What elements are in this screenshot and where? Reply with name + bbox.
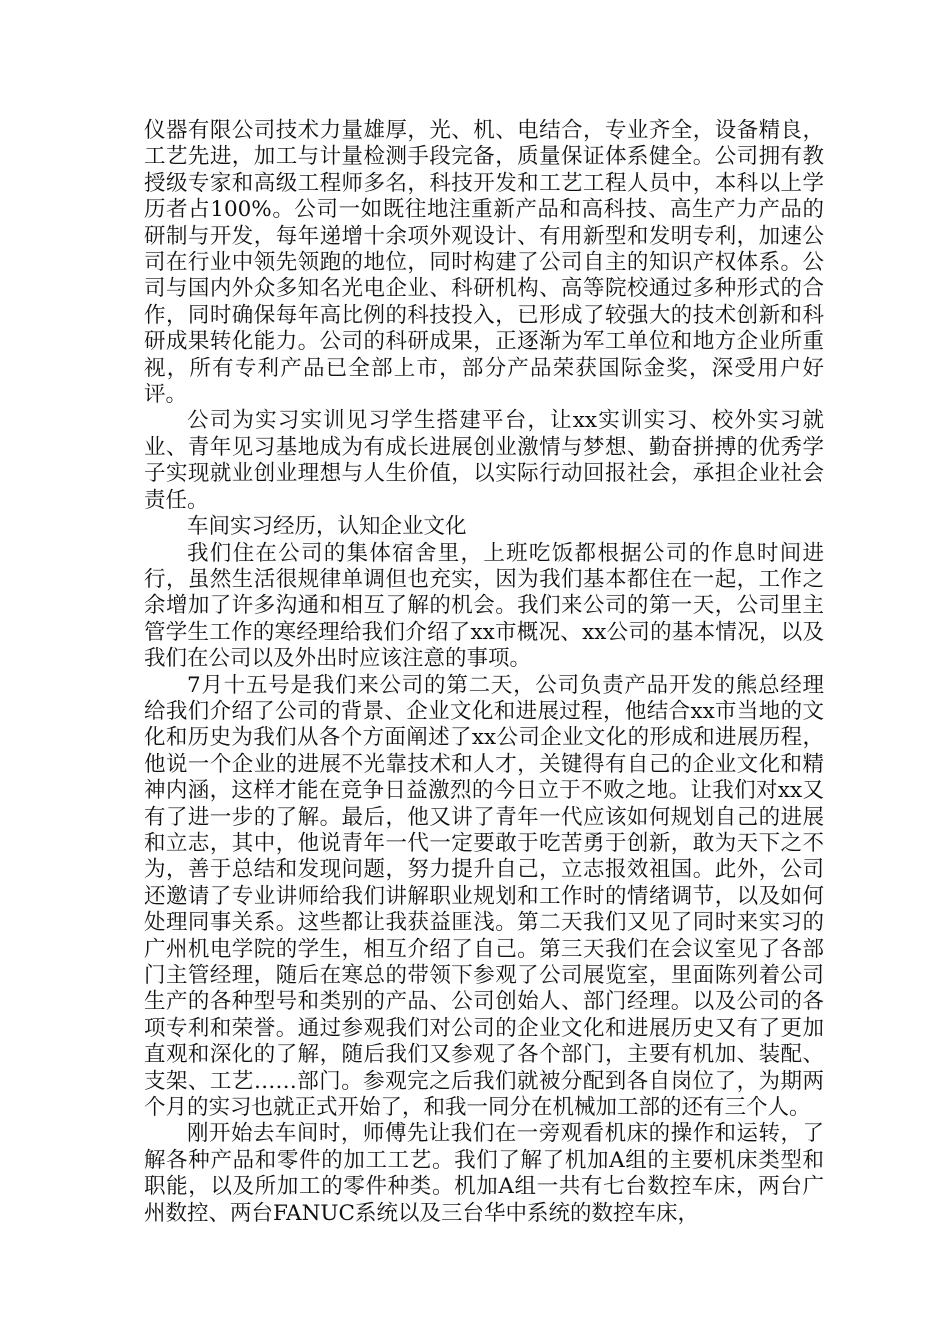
- document-page: [144, 118, 824, 1227]
- section-heading-workshop-experience: 车间实习经历，认知企业文化: [187, 514, 467, 540]
- paragraph-dormitory-life: 我们住在公司的集体宿舍里，上班吃饭都根据公司的作息时间进行，虽然生活很规律单调但也充实，因为我们基本都住在一起，工作之余增加了许多沟通和相互了解的机会。我们来公司的第一天，公司里主管学生工作的寒经理给我们介绍了xx市概况、xx公司的基本情况，以及我们在公司以及外出时应该注意的事项。: [144, 540, 824, 672]
- paragraph-second-day: 7月十五号是我们来公司的第二天，公司负责产品开发的熊总经理给我们介绍了公司的背景、企业文化和进展过程，他结合xx市当地的文化和历史为我们从各个方面阐述了xx公司企业文化的形成和进展历程，他说一个企业的进展不光靠技术和人才，关键得有自己的企业文化和精神内涵，这样才能在竞争日益激烈的今日立于不败之地。让我们对xx又有了进一步的了解。最后，他又讲了青年一代应该如何规划自己的进展和立志，其中，他说青年一代一定要敢于吃苦勇于创新，敢为天下之不为，善于总结和发现问题，努力提升自己，立志报效祖国。此外，公司还邀请了专业讲师给我们讲解职业规划和工作时的情绪调节，以及如何处理同事关系。这些都让我获益匪浅。第二天我们又见了同时来实习的广州机电学院的学生，相互介绍了自己。第三天我们在会议室见了各部门主管经理，随后在寒总的带领下参观了公司展览室，里面陈列着公司生产的各种型号和类别的产品、公司创始人、部门经理。以及公司的各项专利和荣誉。通过参观我们对公司的企业文化和进展历史又有了更加直观和深化的了解，随后我们又参观了各个部门，主要有机加、装配、支架、工艺……部门。参观完之后我们就被分配到各自岗位了，为期两个月的实习也就正式开始了，和我一同分在机械加工部的还有三个人。: [144, 672, 824, 1121]
- paragraph-company-overview: 仪器有限公司技术力量雄厚，光、机、电结合，专业齐全，设备精良，工艺先进，加工与计量检测手段完备，质量保证体系健全。公司拥有教授级专家和高级工程师多名，科技开发和工艺工程人员中，本科以上学历者占100%。公司一如既往地注重新产品和高科技、高生产力产品的研制与开发，每年递增十余项外观设计、有用新型和发明专利，加速公司在行业中领先领跑的地位，同时构建了公司自主的知识产权体系。公司与国内外众多知名光电企业、科研机构、高等院校通过多种形式的合作，同时确保每年高比例的科技投入，已形成了较强大的技术创新和科研成果转化能力。公司的科研成果，正逐渐为军工单位和地方企业所重视，所有专利产品已全部上市，部分产品荣获国际金奖，深受用户好评。: [144, 118, 824, 408]
- paragraph-training-platform: 公司为实习实训见习学生搭建平台，让xx实训实习、校外实习就业、青年见习基地成为有成长进展创业激情与梦想、勤奋拼搏的优秀学子实现就业创业理想与人生价值，以实际行动回报社会，承担企业社会责任。: [144, 408, 824, 513]
- paragraph-workshop-start: 刚开始去车间时，师傅先让我们在一旁观看机床的操作和运转，了解各种产品和零件的加工工艺。我们了解了机加A组的主要机床类型和职能，以及所加工的零件种类。机加A组一共有七台数控车床，两台广州数控、两台FANUC系统以及三台华中系统的数控车床，: [144, 1121, 824, 1226]
